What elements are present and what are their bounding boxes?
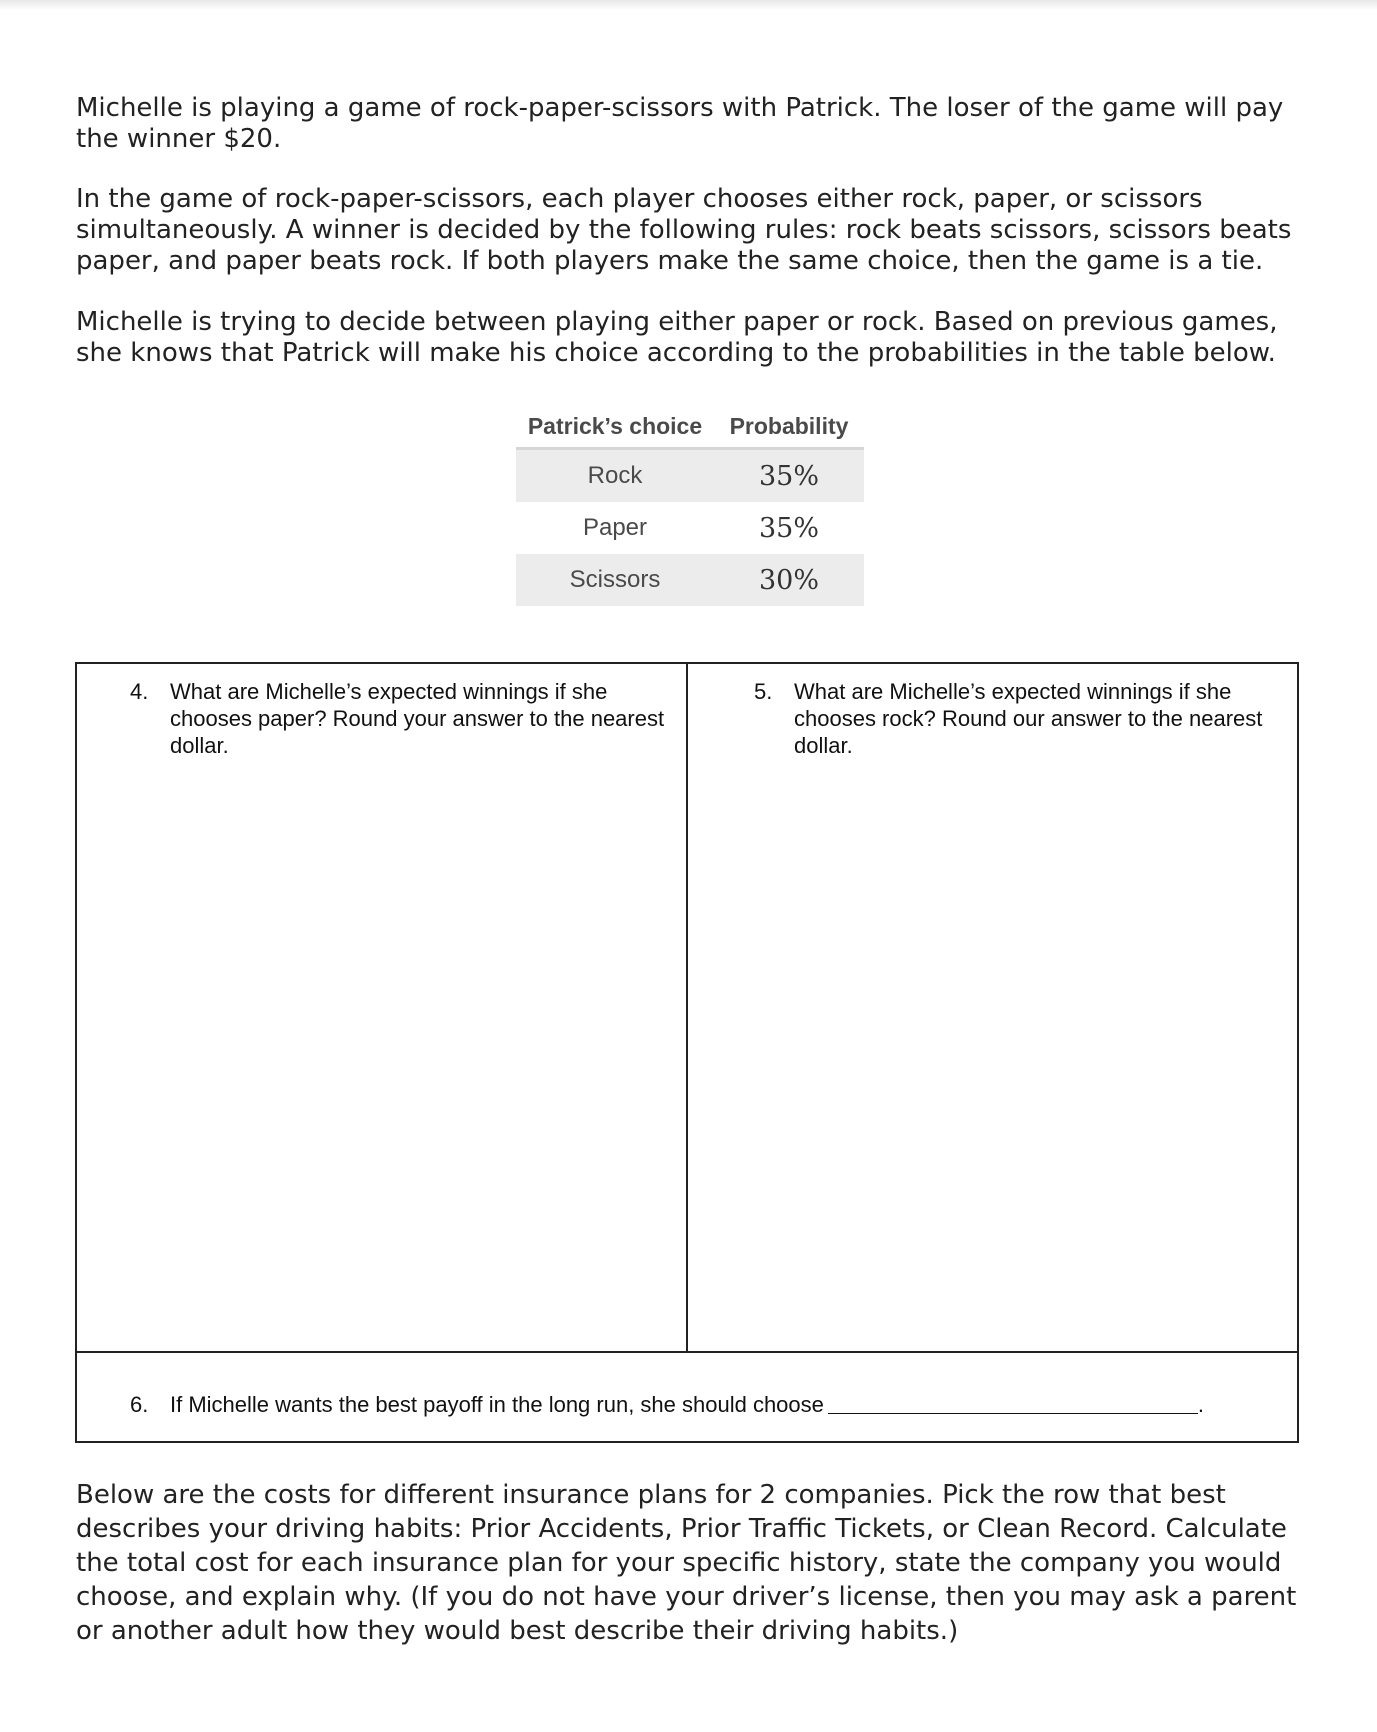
choice-cell: Scissors <box>516 554 714 606</box>
answer-blank-line[interactable] <box>828 1391 1198 1414</box>
answer-box-question-6 <box>77 1353 1297 1441</box>
question-number: 5. <box>754 679 773 704</box>
answer-box-grid <box>75 662 1299 1443</box>
probability-table <box>516 405 864 606</box>
question-number: 6. <box>130 1392 149 1417</box>
table-row-rock <box>516 449 864 503</box>
choice-cell: Paper <box>582 514 648 541</box>
sentence-period: . <box>1197 1392 1205 1417</box>
question-text: What are Michelle’s expected winnings if she chooses rock? Round our answer to the nearest dollar. <box>794 679 1263 758</box>
intro-paragraph-rules: In the game of rock-paper-scissors, each player chooses either rock, paper, or scissors simultaneously. A winner is decided by the following rules: rock beats scissors, scissors beats paper, and paper beats rock. If both players make the same choice, then the game is a tie. <box>76 184 1292 276</box>
probability-cell: 35% <box>758 512 819 544</box>
insurance-instructions: Below are the costs for different insurance plans for 2 companies. Pick the row that best describes your driving habits: Prior Accidents, Prior Traffic Tickets, or Clean Record. Calculate the total cost for each insurance plan for your specific history, state the company you would choose, and explain why. (If you do not have your driver’s license, then you may ask a parent or another adult how they would best describe their driving habits.) <box>76 1480 1297 1646</box>
question-number: 4. <box>130 679 149 704</box>
probability-cell: 35% <box>714 449 864 503</box>
question-text: What are Michelle’s expected winnings if she chooses paper? Round your answer to the nearest dollar. <box>170 679 665 758</box>
question-text: If Michelle wants the best payoff in the long run, she should choose <box>170 1392 824 1417</box>
question-4 <box>130 678 670 759</box>
question-6 <box>130 1391 1204 1418</box>
page-top-edge <box>0 0 1377 10</box>
table-row-paper <box>516 502 864 554</box>
intro-paragraph-game: Michelle is playing a game of rock-paper-scissors with Patrick. The loser of the game will pay the winner $20. <box>76 93 1284 154</box>
probability-cell: 30% <box>714 554 864 606</box>
choice-cell: Rock <box>516 449 714 503</box>
header-probability: Probability <box>714 405 864 449</box>
question-5 <box>754 678 1294 759</box>
table-row-scissors <box>516 554 864 606</box>
intro-paragraph-probabilities: Michelle is trying to decide between playing either paper or rock. Based on previous games, she knows that Patrick will make his choice according to the probabilities in the table below. <box>76 307 1278 368</box>
probability-table-header-row <box>516 405 864 449</box>
answer-box-question-4[interactable] <box>77 664 688 1353</box>
header-patricks-choice: Patrick’s choice <box>516 405 714 449</box>
answer-box-question-5[interactable] <box>688 664 1299 1353</box>
